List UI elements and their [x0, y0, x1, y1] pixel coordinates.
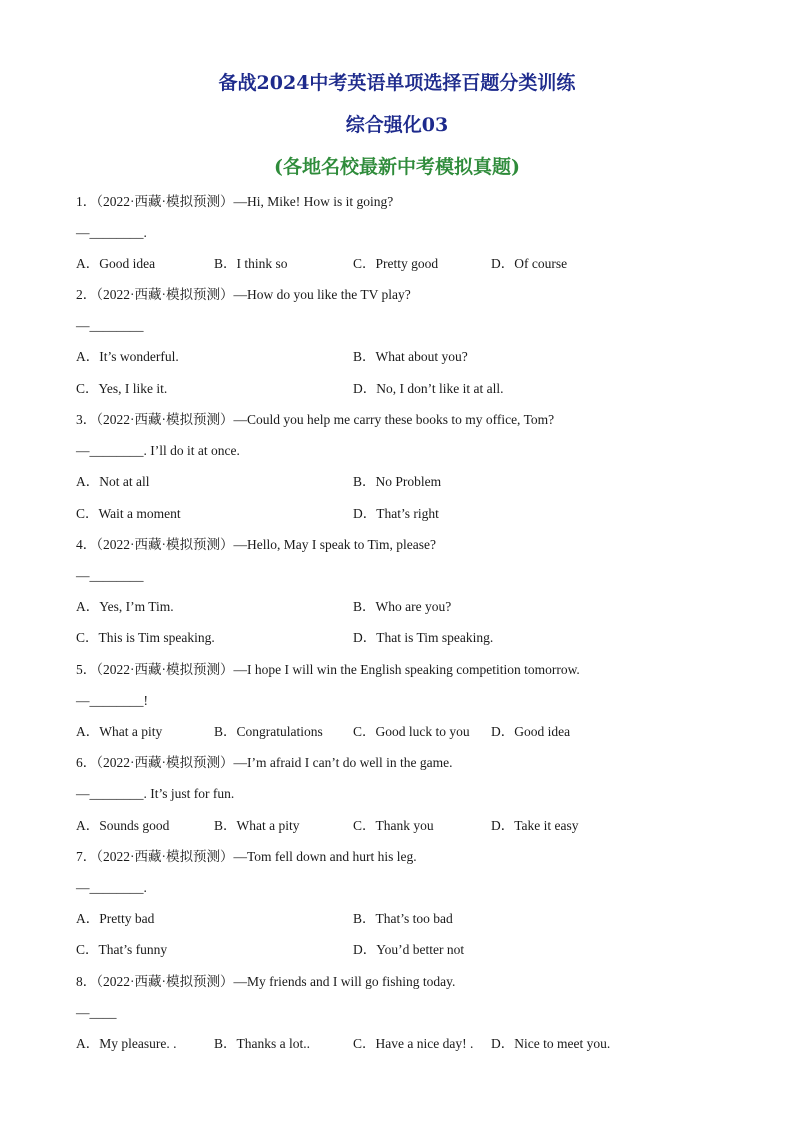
question-3-option-c: C．Wait a moment [76, 506, 181, 521]
question-4-stem: 4．（2022·西藏·模拟预测）—Hello, May I speak to Tim, please? [76, 537, 436, 552]
document-subtitle: 综合强化03 [345, 114, 449, 136]
question-1-answer-line: —________. [76, 225, 147, 240]
question-3-option-d: D．That’s right [353, 506, 439, 521]
question-4-answer-line: —________ [76, 568, 144, 583]
document-title: 备战2024中考英语单项选择百题分类训练 [218, 72, 576, 94]
question-7-option-c: C．That’s funny [76, 942, 168, 957]
question-6-option-b: B．What a pity [214, 818, 300, 833]
question-8-stem: 8．（2022·西藏·模拟预测）—My friends and I will go fishing today. [76, 974, 456, 989]
question-8-answer-line: —____ [76, 1005, 117, 1020]
question-7-option-b: B．That’s too bad [353, 911, 453, 926]
question-6-stem: 6．（2022·西藏·模拟预测）—I’m afraid I can’t do well in the game. [76, 755, 453, 770]
question-4-option-c: C．This is Tim speaking. [76, 630, 215, 645]
question-3-stem: 3．（2022·西藏·模拟预测）—Could you help me carry these books to my office, Tom? [76, 412, 555, 427]
question-7-answer-line: —________. [76, 880, 147, 895]
question-5-stem: 5．（2022·西藏·模拟预测）—I hope I will win the English speaking competition tomorrow. [76, 662, 580, 677]
question-1-option-b: B．I think so [214, 256, 288, 271]
question-8-option-c: C．Have a nice day! . [353, 1036, 474, 1051]
question-2-option-d: D．No, I don’t like it at all. [353, 381, 504, 396]
question-2-option-a: A．It’s wonderful. [76, 349, 179, 364]
question-5-option-c: C．Good luck to you [353, 724, 470, 739]
question-2-stem: 2．（2022·西藏·模拟预测）—How do you like the TV play? [76, 287, 411, 302]
question-7-stem: 7．（2022·西藏·模拟预测）—Tom fell down and hurt his leg. [76, 849, 417, 864]
question-2-option-b: B．What about you? [353, 349, 468, 364]
question-1-stem: 1．（2022·西藏·模拟预测）—Hi, Mike! How is it going? [76, 194, 394, 209]
question-8-option-d: D．Nice to meet you. [491, 1036, 611, 1051]
question-3-option-b: B．No Problem [353, 474, 442, 489]
question-4-option-a: A．Yes, I’m Tim. [76, 599, 174, 614]
document-note: (各地名校最新中考模拟真题) [274, 156, 520, 178]
question-8-option-b: B．Thanks a lot.. [214, 1036, 310, 1051]
question-4-option-b: B．Who are you? [353, 599, 452, 614]
question-5-option-b: B．Congratulations [214, 724, 323, 739]
question-8-option-a: A．My pleasure. . [76, 1036, 177, 1051]
question-5-option-a: A．What a pity [76, 724, 163, 739]
question-6-answer-line: —________. It’s just for fun. [76, 786, 235, 801]
question-1-option-d: D．Of course [491, 256, 568, 271]
question-5-answer-line: —________! [76, 693, 148, 708]
question-6-option-c: C．Thank you [353, 818, 434, 833]
question-6-option-d: D．Take it easy [491, 818, 579, 833]
question-1-option-a: A．Good idea [76, 256, 156, 271]
question-4-option-d: D．That is Tim speaking. [353, 630, 494, 645]
question-7-option-d: D．You’d better not [353, 942, 465, 957]
question-2-option-c: C．Yes, I like it. [76, 381, 168, 396]
question-3-answer-line: —________. I’ll do it at once. [76, 443, 240, 458]
question-1-option-c: C．Pretty good [353, 256, 439, 271]
question-2-answer-line: —________ [76, 318, 144, 333]
question-5-option-d: D．Good idea [491, 724, 571, 739]
question-3-option-a: A．Not at all [76, 474, 150, 489]
question-6-option-a: A．Sounds good [76, 818, 170, 833]
question-7-option-a: A．Pretty bad [76, 911, 155, 926]
